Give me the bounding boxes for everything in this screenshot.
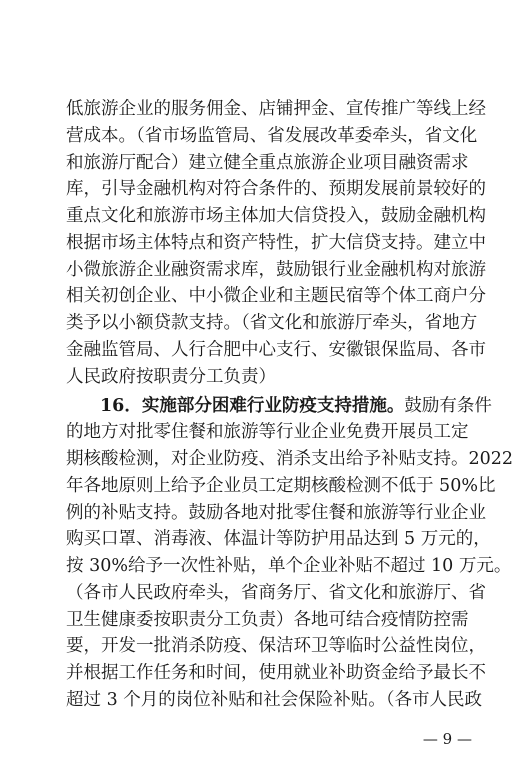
paragraph-line: 卫生健康委按职责分工负责）各地可结合疫情防控需 [66, 609, 469, 630]
section-16-first-line [100, 393, 492, 420]
paragraph-line: 期核酸检测，对企业防疫、消杀支出给予补贴支持。2022 [66, 449, 514, 470]
paragraph-line: 相关初创企业、中小微企业和主题民宿等个体工商户分 [66, 286, 486, 307]
paragraph-line: 根据市场主体特点和资产特性，扩大信贷支持。建立中 [66, 232, 486, 253]
paragraph-line: 类予以小额贷款支持。（省文化和旅游厅牵头，省地方 [66, 313, 478, 334]
paragraph-line: 和旅游厅配合）建立健全重点旅游企业项目融资需求 [66, 152, 469, 173]
paragraph-line: 购买口罩、消毒液、体温计等防护用品达到 5 万元的， [66, 529, 491, 550]
section-16-text: 鼓励有条件 [404, 395, 492, 416]
section-16-heading: 16．实施部分困难行业防疫支持措施。 [100, 395, 405, 416]
paragraph-line: 年各地原则上给予企业员工定期核酸检测不低于 50%比 [66, 475, 496, 496]
paragraph-line: 例的补贴支持。鼓励各地对批零住餐和旅游等行业企业 [66, 502, 486, 523]
paragraph-line: 营成本。（省市场监管局、省发展改革委牵头，省文化 [66, 125, 478, 146]
paragraph-line: 并根据工作任务和时间，使用就业补助资金给予最长不 [66, 663, 486, 684]
paragraph-line: 要，开发一批消杀防疫、保洁环卫等临时公益性岗位， [66, 636, 486, 657]
paragraph-line: 低旅游企业的服务佣金、店铺押金、宣传推广等线上经 [66, 99, 486, 119]
paragraph-line: 人民政府按职责分工负责） [66, 366, 276, 387]
paragraph-line: 超过 3 个月的岗位补贴和社会保险补贴。（各市人民政 [66, 690, 483, 710]
paragraph-line: 重点文化和旅游市场主体加大信贷投入，鼓励金融机构 [66, 206, 486, 227]
paragraph-line: 按 30%给予一次性补贴，单个企业补贴不超过 10 万元。 [66, 556, 512, 577]
paragraph-line: （各市人民政府牵头，省商务厅、省文化和旅游厅、省 [66, 582, 486, 603]
paragraph-line: 库，引导金融机构对符合条件的、预期发展前景较好的 [66, 179, 486, 200]
paragraph-line: 金融监管局、人行合肥中心支行、安徽银保监局、各市 [66, 339, 486, 360]
paragraph-line: 小微旅游企业融资需求库，鼓励银行业金融机构对旅游 [66, 259, 486, 280]
page-number: — 9 — [422, 730, 472, 748]
paragraph-line: 的地方对批零住餐和旅游等行业企业免费开展员工定 [66, 422, 469, 443]
